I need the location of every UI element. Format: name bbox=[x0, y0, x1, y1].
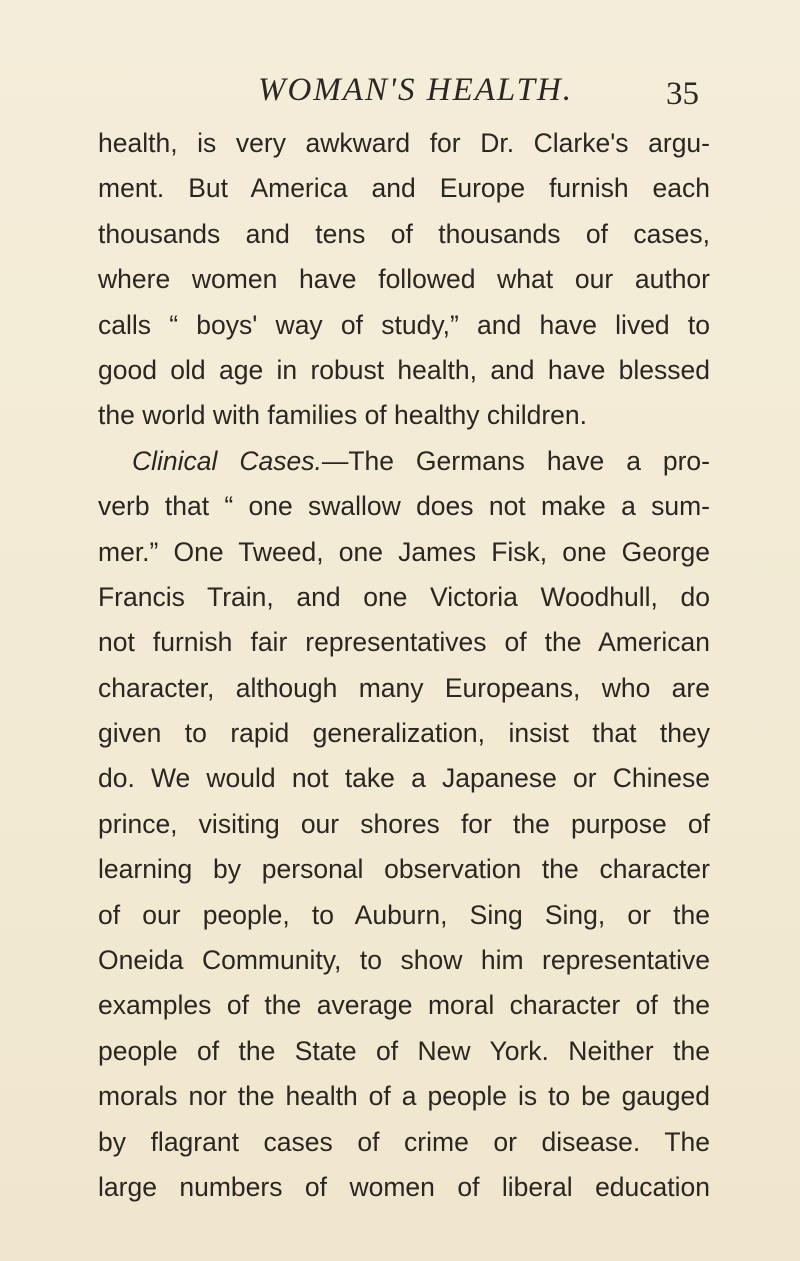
body-text bbox=[98, 121, 710, 1210]
text-line: mer.” One Tweed, one James Fisk, one George bbox=[98, 536, 710, 567]
text-line: large numbers of women of liberal education bbox=[98, 1171, 710, 1202]
text-line: the world with families of healthy children. bbox=[98, 400, 588, 431]
text-line: thousands and tens of thousands of cases, bbox=[98, 218, 710, 249]
text-line: good old age in robust health, and have blessed bbox=[98, 354, 710, 385]
text-line: verb that “ one swallow does not make a sum- bbox=[98, 491, 710, 522]
text-line: by flagrant cases of crime or disease. The bbox=[98, 1126, 710, 1157]
text-line: morals nor the health of a people is to be gauged bbox=[98, 1081, 710, 1112]
text-line: character, although many Europeans, who are bbox=[98, 672, 710, 703]
running-title: WOMAN'S HEALTH. bbox=[258, 72, 574, 108]
text-line: Francis Train, and one Victoria Woodhull, do bbox=[98, 581, 710, 612]
page-number: 35 bbox=[666, 76, 699, 112]
running-head bbox=[0, 64, 800, 114]
text-line: given to rapid generalization, insist that they bbox=[98, 718, 710, 749]
text-line: health, is very awkward for Dr. Clarke's argu- bbox=[98, 128, 710, 158]
text-line: not furnish fair representatives of the American bbox=[98, 627, 710, 658]
text-line: examples of the average moral character of the bbox=[98, 990, 710, 1021]
section-line-rest: —The Germans have a pro- bbox=[321, 445, 710, 476]
section-heading: Clinical Cases. bbox=[132, 445, 322, 476]
text-line: prince, visiting our shores for the purpose of bbox=[98, 808, 710, 839]
text-line: of our people, to Auburn, Sing Sing, or the bbox=[98, 899, 710, 930]
text-line: learning by personal observation the character bbox=[98, 854, 710, 885]
text-line: ment. But America and Europe furnish each bbox=[98, 173, 710, 204]
text-line: where women have followed what our author bbox=[98, 264, 710, 295]
text-line: people of the State of New York. Neither the bbox=[98, 1035, 710, 1066]
section-line bbox=[98, 439, 710, 484]
text-line: Oneida Community, to show him representative bbox=[98, 945, 710, 976]
text-line: calls “ boys' way of study,” and have lived to bbox=[98, 309, 710, 340]
text-line: do. We would not take a Japanese or Chinese bbox=[98, 763, 710, 794]
